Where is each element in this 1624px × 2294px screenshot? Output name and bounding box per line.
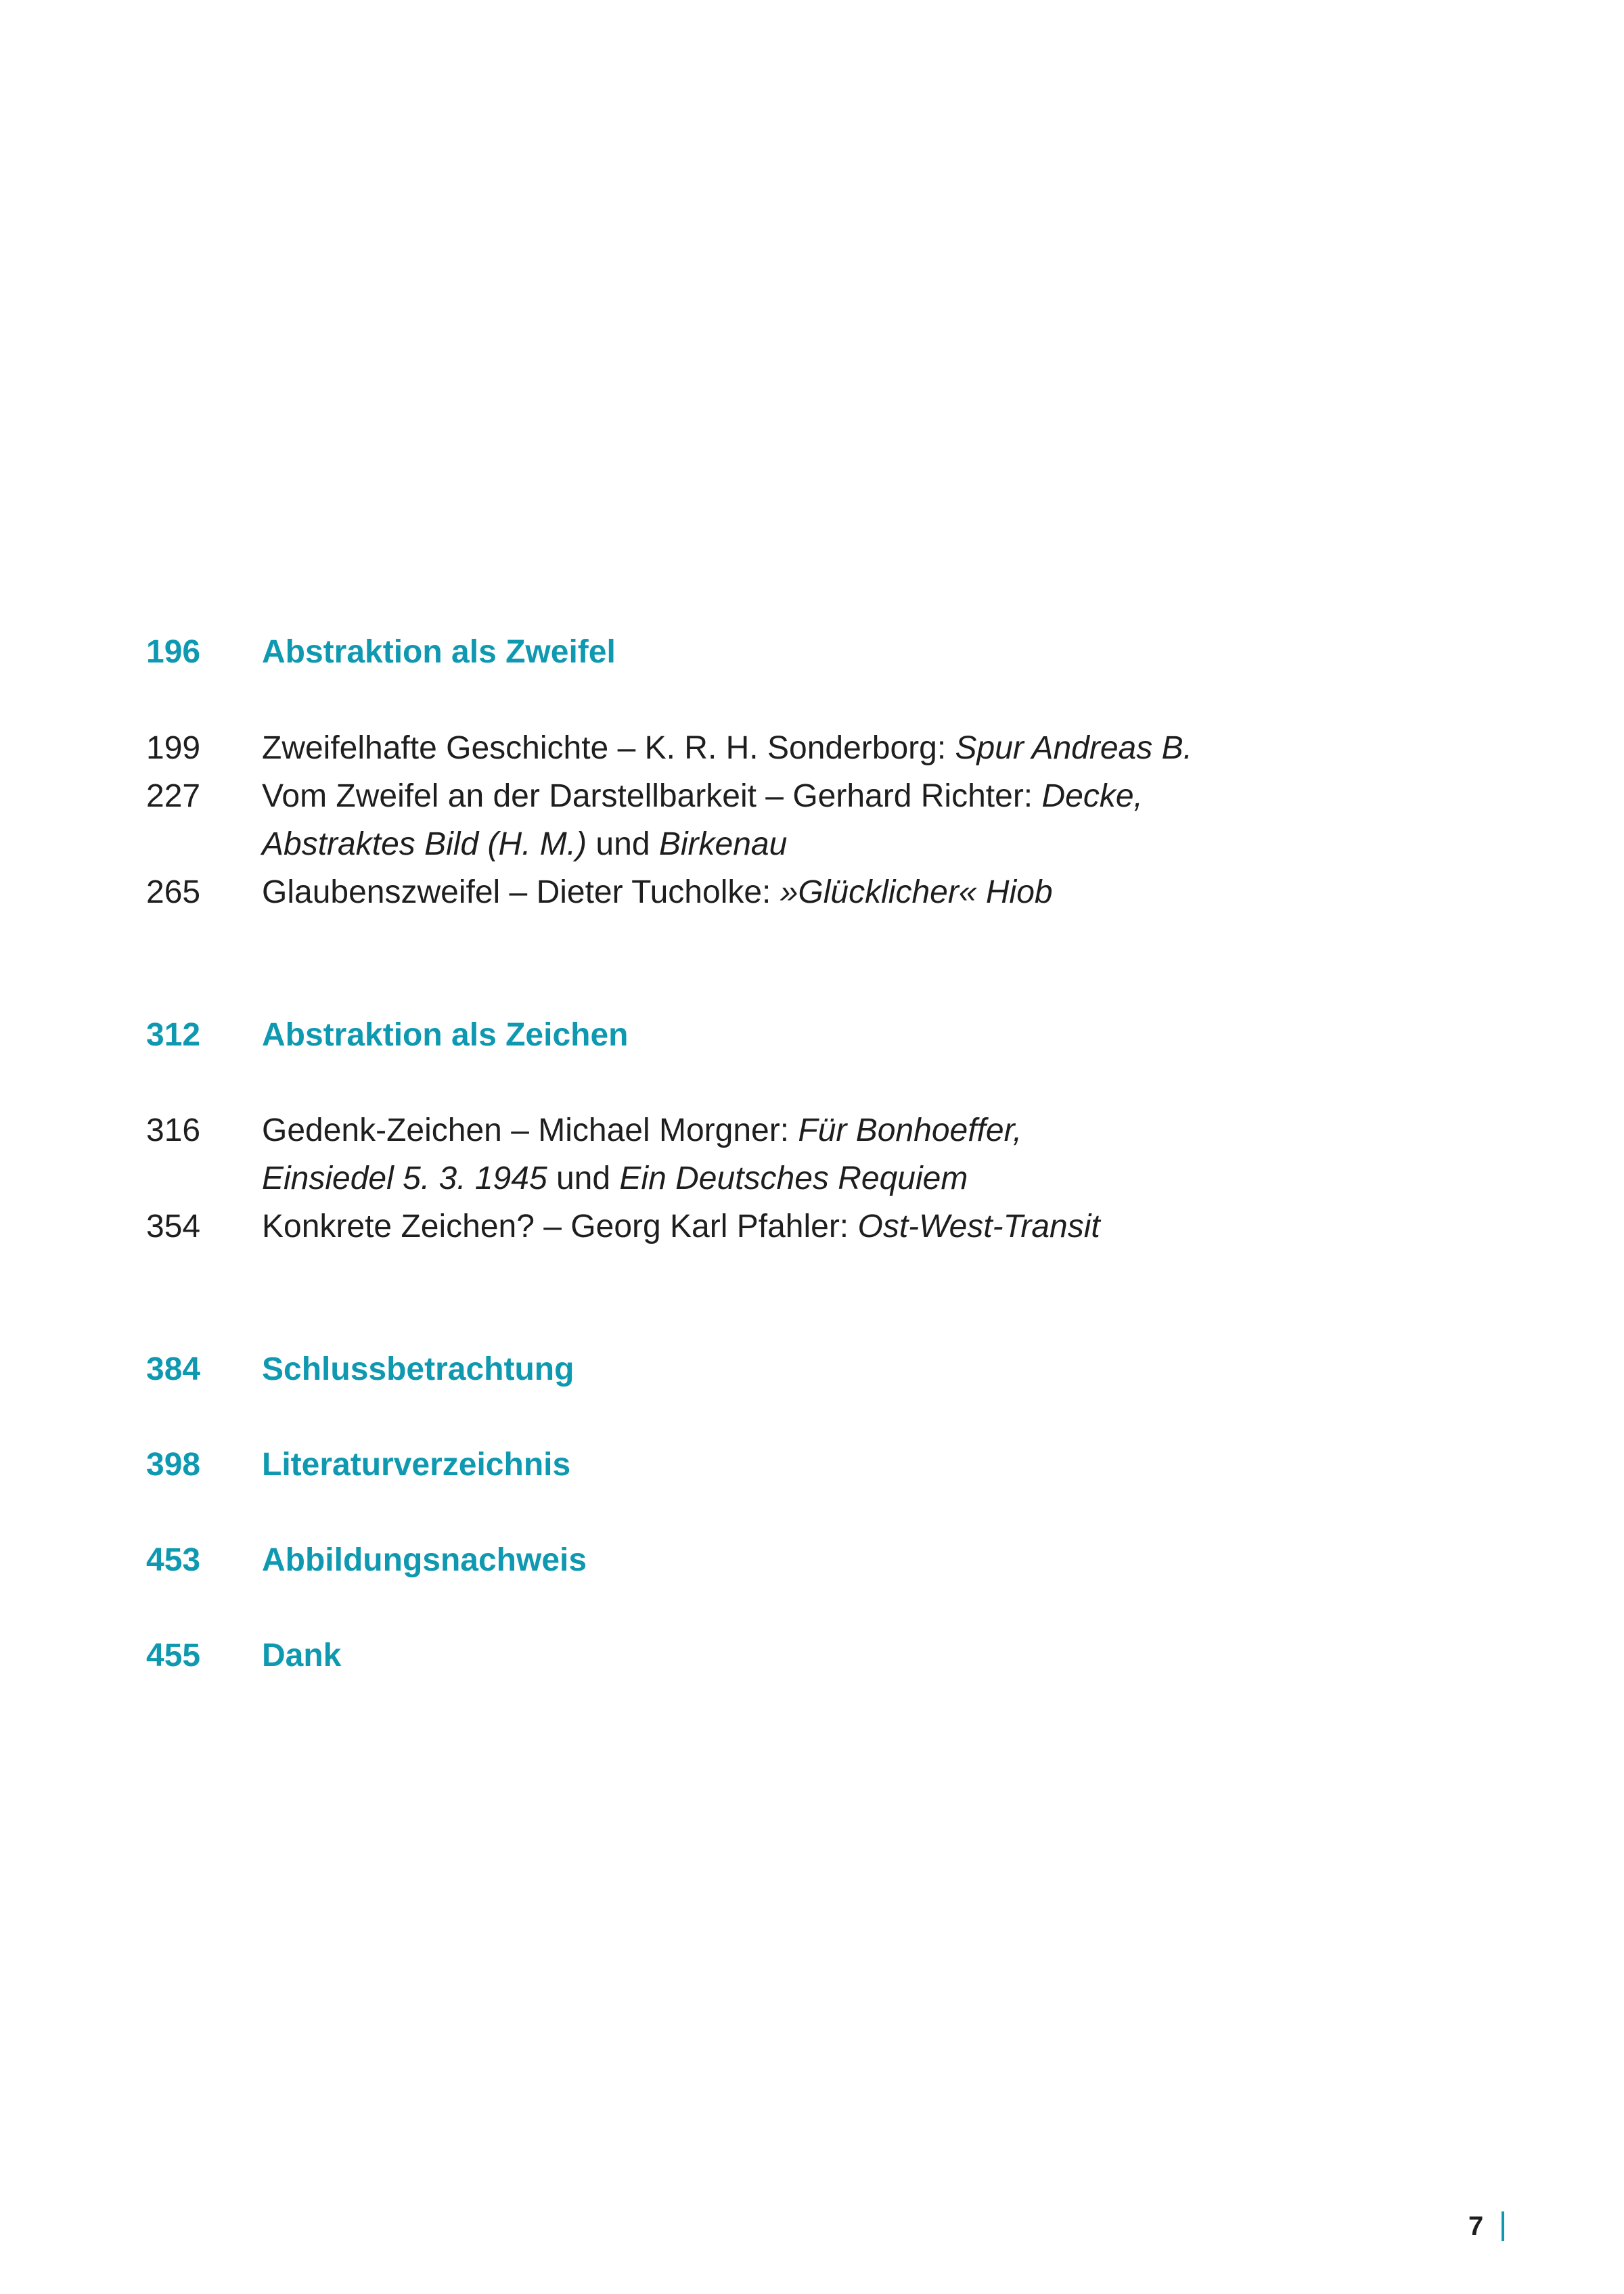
toc-section-heading [0, 1536, 1624, 1585]
entry-work-title: Decke, [1041, 778, 1143, 814]
section-page-number: 312 [146, 1017, 201, 1053]
entry-lead: Konkrete Zeichen? – Georg Karl Pfahler: [262, 1209, 858, 1244]
toc-entry [0, 772, 1624, 821]
toc-entry-continuation [0, 820, 1624, 869]
page-number-accent-bar [1502, 2211, 1504, 2241]
entry-page-number: 354 [146, 1209, 201, 1244]
entry-work-title: Birkenau [658, 826, 788, 862]
section-title: Dank [262, 1638, 342, 1673]
entry-work-title: Ost-West-Transit [857, 1209, 1100, 1244]
toc-section-heading [0, 1441, 1624, 1489]
toc-section-heading [0, 1345, 1624, 1394]
section-page-number: 196 [146, 634, 201, 670]
entry-title [262, 1106, 1022, 1155]
entry-lead: Vom Zweifel an der Darstellbarkeit – Gerhard Richter: [262, 778, 1042, 814]
entry-work-title: Einsiedel 5. 3. 1945 [262, 1161, 547, 1196]
entry-page-number: 316 [146, 1112, 201, 1148]
toc-entry [0, 868, 1624, 917]
section-page-number: 455 [146, 1638, 201, 1673]
entry-title [262, 1202, 1100, 1251]
entry-page-number: 199 [146, 730, 201, 766]
section-page-number: 453 [146, 1542, 201, 1578]
section-page-number: 384 [146, 1351, 201, 1387]
toc-section-heading [0, 1011, 1624, 1060]
entry-title [262, 868, 1053, 917]
entry-work-title: Für Bonhoeffer, [798, 1112, 1022, 1148]
section-title: Abbildungsnachweis [262, 1542, 587, 1578]
entry-title [262, 724, 1192, 773]
section-title: Schlussbetrachtung [262, 1351, 574, 1387]
entry-work-title: »Glücklicher« Hiob [780, 874, 1053, 910]
toc-entry [0, 1106, 1624, 1155]
section-title: Abstraktion als Zeichen [262, 1017, 629, 1053]
entry-title-continued [262, 820, 787, 869]
section-title: Abstraktion als Zweifel [262, 634, 616, 670]
entry-work-title: Spur Andreas B. [955, 730, 1192, 766]
toc-entry [0, 1202, 1624, 1251]
entry-page-number: 227 [146, 778, 201, 814]
entry-lead: Gedenk-Zeichen – Michael Morgner: [262, 1112, 798, 1148]
entry-title [262, 772, 1143, 821]
toc-entry-continuation [0, 1154, 1624, 1203]
entry-work-title: Abstraktes Bild (H. M.) [262, 826, 587, 862]
entry-lead: Zweifelhafte Geschichte – K. R. H. Sonderborg: [262, 730, 955, 766]
toc-section-heading [0, 1632, 1624, 1680]
entry-connector: und [547, 1161, 620, 1196]
entry-title-continued [262, 1154, 968, 1203]
toc-section-heading [0, 628, 1624, 677]
entry-lead: Glaubenszweifel – Dieter Tucholke: [262, 874, 780, 910]
section-title: Literaturverzeichnis [262, 1447, 571, 1483]
entry-page-number: 265 [146, 874, 201, 910]
page-number: 7 [1468, 2211, 1484, 2241]
section-page-number: 398 [146, 1447, 201, 1483]
toc-entry [0, 724, 1624, 773]
entry-connector: und [587, 826, 659, 862]
entry-work-title: Ein Deutsches Requiem [619, 1161, 968, 1196]
